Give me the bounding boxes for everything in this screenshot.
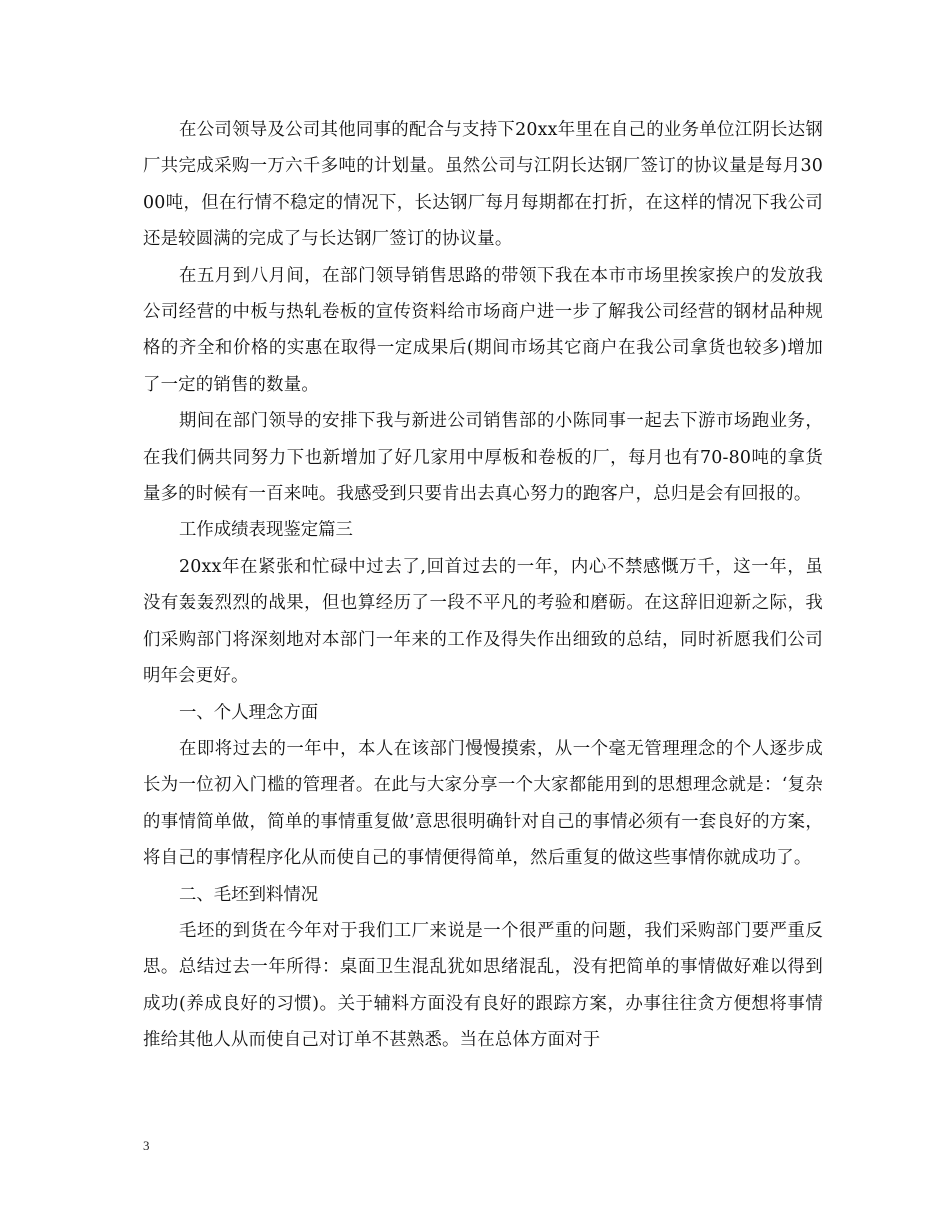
section-heading-personal-concept: 一、个人理念方面 [179,702,319,723]
section-heading-part-three: 工作成绩表现鉴定篇三 [179,520,353,541]
paragraph-1: 在公司领导及公司其他同事的配合与支持下20xx年里在自己的业务单位江阴长达钢厂共完成采购一万六千多吨的计划量。虽然公司与江阴长达钢厂签订的协议量是每月3000吨，但在行情不稳定的情况下，长达钢厂每月每期都在打折，在这样的情况下我公司还是较圆满的完成了与长达钢厂签订的协议量。 [143,120,823,250]
paragraph-3: 期间在部门领导的安排下我与新进公司销售部的小陈同事一起去下游市场跑业务，在我们俩共同努力下也新增加了好几家用中厚板和卷板的厂，每月也有70-80吨的拿货量多的时候有一百来吨。我感受到只要肯出去真心努力的跑客户，总归是会有回报的。 [143,411,823,505]
page-number: 3 [143,1138,150,1153]
paragraph-6: 毛坯的到货在今年对于我们工厂来说是一个很严重的问题，我们采购部门要严重反思。总结过去一年所得：桌面卫生混乱犹如思绪混乱，没有把简单的事情做好难以得到成功(养成良好的习惯)。关于辅料方面没有良好的跟踪方案，办事往往贪方便想将事情推给其他人从而使自己对订单不甚熟悉。当在总体方面对于 [143,920,823,1051]
document-body [143,112,823,1059]
paragraph-5: 在即将过去的一年中，本人在该部门慢慢摸索，从一个毫无管理理念的个人逐步成长为一位初入门槛的管理者。在此与大家分享一个大家都能用到的思想理念就是：‘复杂的事情简单做，简单的事情重复做’意思很明确针对自己的事情必须有一套良好的方案，将自己的事情程序化从而使自己的事情便得简单，然后重复的做这些事情你就成功了。 [143,738,823,869]
paragraph-2: 在五月到八月间，在部门领导销售思路的带领下我在本市市场里挨家挨户的发放我公司经营的中板与热轧卷板的宣传资料给市场商户进一步了解我公司经营的钢材品种规格的齐全和价格的实惠在取得一定成果后(期间市场其它商户在我公司拿货也较多)增加了一定的销售的数量。 [143,265,823,395]
section-heading-blank-materials: 二、毛坯到料情况 [179,884,319,905]
paragraph-4: 20xx年在紧张和忙碌中过去了,回首过去的一年，内心不禁感慨万千，这一年，虽没有轰轰烈烈的战果，但也算经历了一段不平凡的考验和磨砺。在这辞旧迎新之际，我们采购部门将深刻地对本部门一年来的工作及得失作出细致的总结，同时祈愿我们公司明年会更好。 [143,556,823,687]
